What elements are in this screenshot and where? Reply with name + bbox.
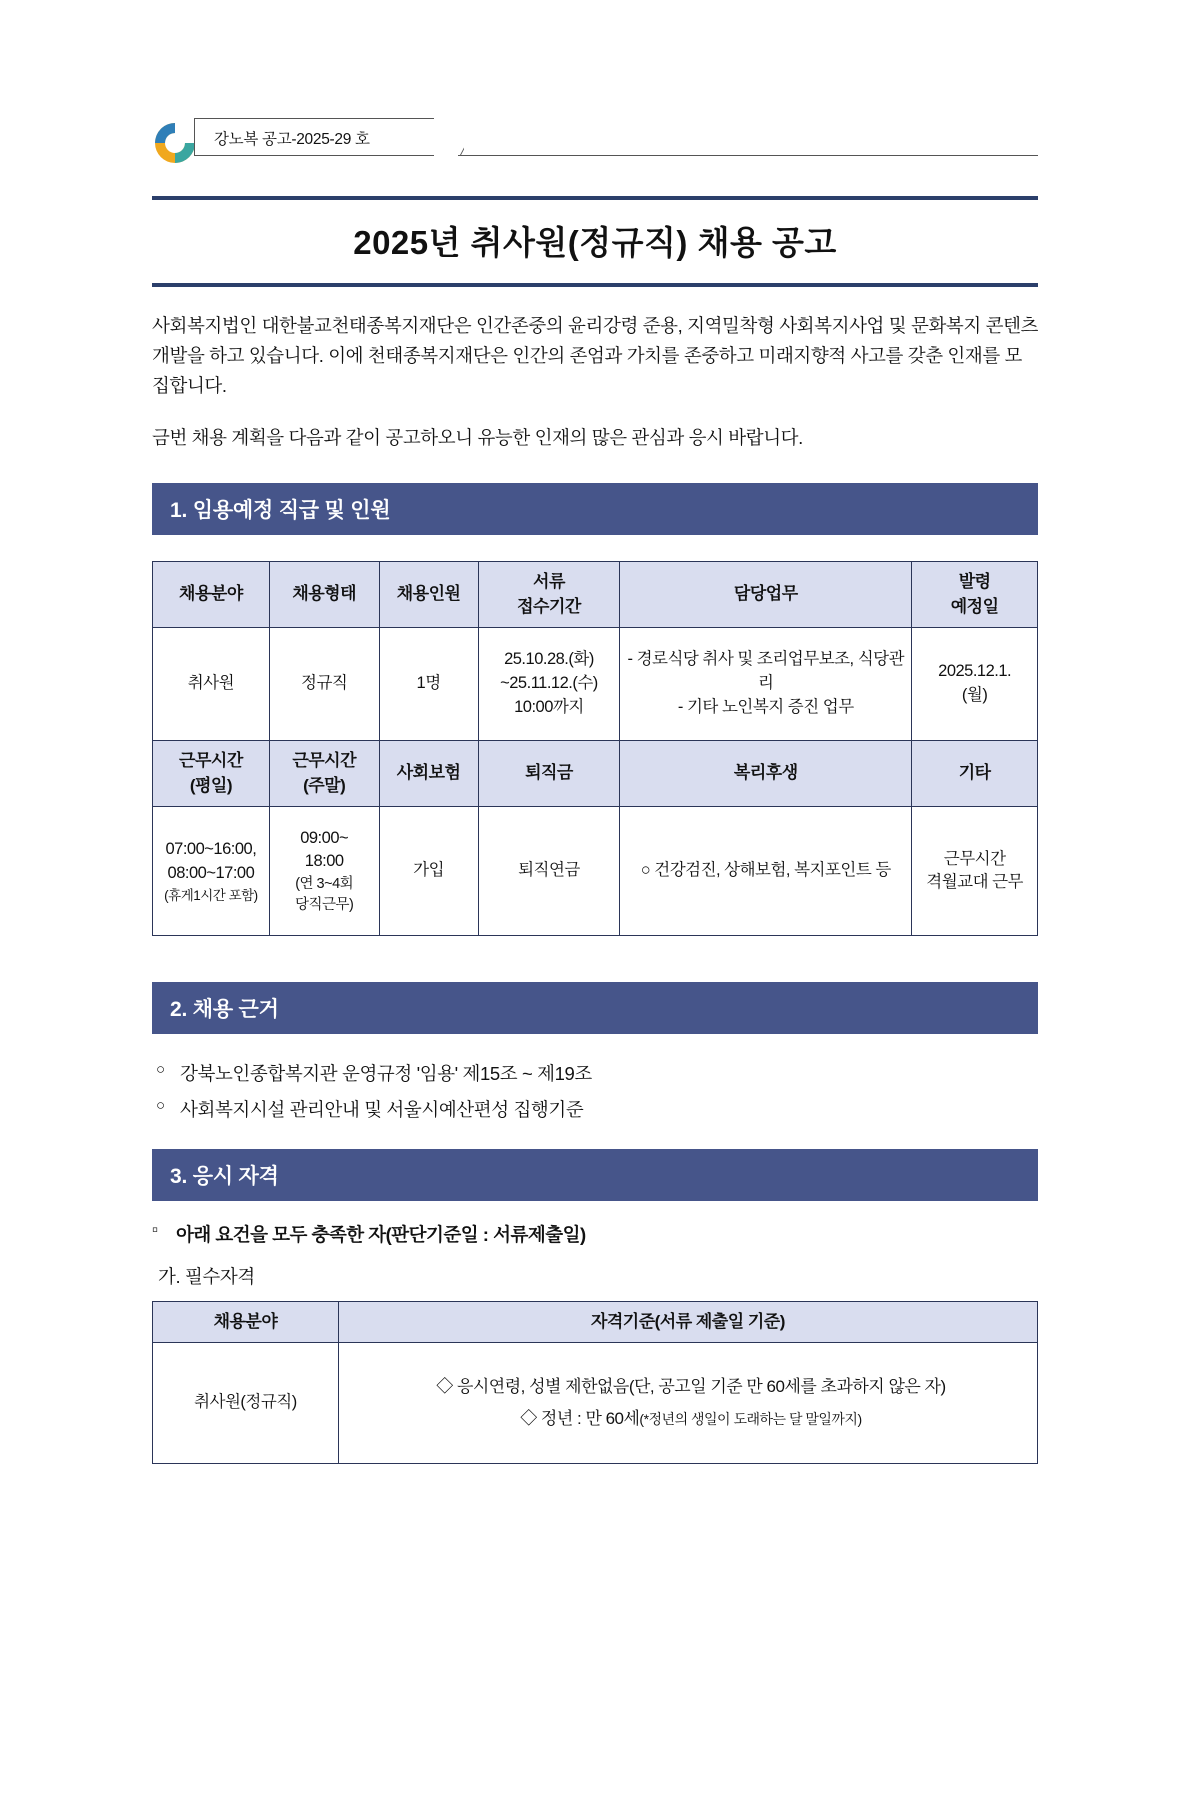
col-header-count: 채용인원 <box>379 561 478 627</box>
cell-weekend-hours-line2: 18:00 <box>304 852 344 871</box>
section-heading-3: 3. 응시 자격 <box>152 1149 1038 1201</box>
cell-benefits: ○ 건강검진, 상해보험, 복지포인트 등 <box>620 807 912 936</box>
table-row <box>153 807 1038 936</box>
cell-weekend-hours-line4: 당직근무) <box>295 897 354 914</box>
qual-criteria-line2-main: ◇ 정년 : 만 60세 <box>520 1409 640 1429</box>
col-header-weekday-hours <box>153 741 270 807</box>
recruitment-table <box>152 561 1038 937</box>
document-page <box>0 112 1190 1796</box>
cell-count: 1명 <box>379 628 478 741</box>
cell-field: 취사원 <box>153 628 270 741</box>
col-header-qual-field: 채용분야 <box>153 1301 339 1343</box>
header-rule <box>458 155 1038 156</box>
col-header-appointment-line2: 예정일 <box>950 596 999 616</box>
qualification-table <box>152 1301 1038 1465</box>
col-header-appointment <box>912 561 1038 627</box>
cell-severance: 퇴직연금 <box>478 807 620 936</box>
col-header-appointment-line1: 발령 <box>958 571 991 591</box>
cell-appointment-line2: (월) <box>961 686 988 705</box>
basis-list <box>152 1056 1038 1126</box>
cell-weekend-hours-line3: (연 3~4회 <box>295 876 354 893</box>
table-row <box>153 628 1038 741</box>
table-row <box>153 741 1038 807</box>
cell-appointment-line1: 2025.12.1. <box>938 662 1012 681</box>
intro-paragraph-1: 사회복지법인 대한불교천태종복지재단은 인간존중의 윤리강령 준용, 지역밀착형 사회복지사업 및 문화복지 콘텐츠 개발을 하고 있습니다. 이에 천태종복지재단은 인간의 존엄과 가치를 존중하고 미래지향적 사고를 갖춘 인재를 모집합니다. <box>152 315 1039 396</box>
intro-text <box>152 311 1038 453</box>
list-item: ○ 사회복지시설 관리안내 및 서울시예산편성 집행기준 <box>152 1092 1038 1127</box>
cell-period-line1: 25.10.28.(화) <box>504 650 594 669</box>
col-header-weekday-hours-line1: 근무시간 <box>179 751 243 771</box>
cell-etc-line2: 격월교대 근무 <box>926 873 1023 892</box>
table-row <box>153 561 1038 627</box>
qualification-heading: ▫ 아래 요건을 모두 충족한 자(판단기준일 : 서류제출일) <box>152 1221 1038 1247</box>
cell-weekday-hours-line1: 07:00~16:00, <box>165 839 257 858</box>
col-header-duties: 담당업무 <box>620 561 912 627</box>
col-header-weekday-hours-line2: (평일) <box>189 775 232 795</box>
col-header-etc: 기타 <box>912 741 1038 807</box>
col-header-weekend-hours-line1: 근무시간 <box>292 751 357 771</box>
table-row <box>153 1343 1038 1464</box>
cell-period <box>478 628 620 741</box>
intro-paragraph-2: 금번 채용 계획을 다음과 같이 공고하오니 유능한 인재의 많은 관심과 응시 바랍니다. <box>152 426 803 448</box>
col-header-type: 채용형태 <box>269 561 379 627</box>
col-header-benefits: 복리후생 <box>620 741 912 807</box>
col-header-period <box>478 561 620 627</box>
cell-qual-field: 취사원(정규직) <box>153 1343 339 1464</box>
col-header-weekend-hours-line2: (주말) <box>303 775 346 795</box>
list-item: ○ 강북노인종합복지관 운영규정 '임용' 제15조 ~ 제19조 <box>152 1056 1038 1091</box>
cell-weekday-hours <box>153 807 270 936</box>
cell-weekday-hours-note: (휴게1시간 포함) <box>164 887 258 903</box>
qualification-sub-label: 가. 필수자격 <box>158 1265 255 1287</box>
document-header <box>152 112 1038 178</box>
circle-logo-icon <box>152 120 198 166</box>
header-tab-slant <box>430 118 464 156</box>
cell-etc <box>912 807 1038 936</box>
cell-appointment <box>912 628 1038 741</box>
col-header-qual-criteria: 자격기준(서류 제출일 기준) <box>338 1301 1037 1343</box>
section-heading-1: 1. 임용예정 직급 및 인원 <box>152 483 1038 535</box>
title-block <box>152 196 1038 287</box>
cell-period-line2: ~25.11.12.(수) <box>500 674 598 693</box>
cell-duties-line2: - 기타 노인복지 증진 업무 <box>677 698 854 717</box>
cell-insurance: 가입 <box>379 807 478 936</box>
section-heading-2: 2. 채용 근거 <box>152 982 1038 1034</box>
cell-type: 정규직 <box>269 628 379 741</box>
col-header-field: 채용분야 <box>153 561 270 627</box>
qual-criteria-line1: ◇ 응시연령, 성별 제한없음(단, 공고일 기준 만 60세를 초과하지 않은 자) <box>436 1377 946 1397</box>
page-title: 2025년 취사원(정규직) 채용 공고 <box>353 224 837 261</box>
cell-qual-criteria <box>338 1343 1037 1464</box>
col-header-period-line1: 서류 <box>533 571 565 591</box>
cell-duties-line1: - 경로식당 취사 및 조리업무보조, 식당관리 <box>627 650 905 693</box>
cell-period-line3: 10:00까지 <box>514 698 584 717</box>
qual-criteria-line2 <box>345 1403 1031 1435</box>
announcement-code: 강노복 공고-2025-29 호 <box>214 131 370 148</box>
cell-etc-line1: 근무시간 <box>943 849 1006 868</box>
table-row <box>153 1301 1038 1343</box>
col-header-weekend-hours <box>269 741 379 807</box>
qual-criteria-line2-note: (*정년의 생일이 도래하는 달 말일까지) <box>639 1411 862 1428</box>
cell-weekend-hours-line1: 09:00~ <box>300 828 349 847</box>
col-header-insurance: 사회보험 <box>379 741 478 807</box>
cell-weekday-hours-line2: 08:00~17:00 <box>167 863 255 882</box>
cell-duties <box>620 628 912 741</box>
cell-weekend-hours <box>269 807 379 936</box>
col-header-severance: 퇴직금 <box>478 741 620 807</box>
col-header-period-line2: 접수기간 <box>517 596 581 616</box>
